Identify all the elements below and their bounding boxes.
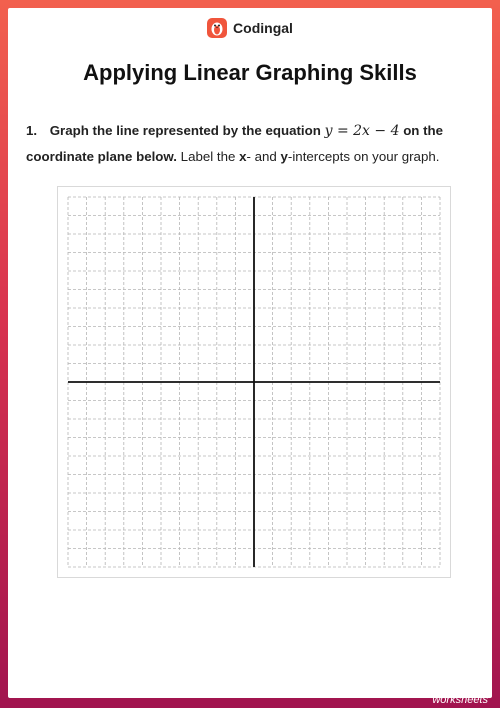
question-rest-3: -intercepts on your graph. — [287, 149, 440, 164]
topworksheets-logo — [432, 685, 488, 705]
page-title: Applying Linear Graphing Skills — [83, 60, 417, 85]
y-word: y — [280, 149, 288, 164]
brand-header — [8, 18, 492, 38]
question-rest-2: - and — [246, 149, 281, 164]
coordinate-grid — [58, 187, 450, 577]
equation — [325, 123, 400, 139]
coordinate-plane[interactable] — [57, 186, 451, 578]
question-rest-1: Label the — [180, 149, 240, 164]
equation-rhs: 2x − 4 — [353, 123, 400, 139]
question-after-equation: on the coordinate plane below. — [26, 123, 444, 164]
footer-worksheets-text: worksheets — [432, 694, 488, 706]
question-number: 1. — [26, 123, 38, 138]
x-word: x — [239, 149, 247, 164]
brand-name: Codingal — [233, 20, 293, 36]
equation-lhs: y — [324, 123, 333, 139]
question-lead: Graph the line represented by the equation — [49, 123, 321, 138]
equation-equals: = — [332, 123, 354, 139]
penguin-logo-icon — [207, 18, 227, 38]
question-1 — [26, 118, 486, 169]
footer-top-text: TOP — [452, 686, 468, 693]
worksheet — [8, 8, 492, 698]
